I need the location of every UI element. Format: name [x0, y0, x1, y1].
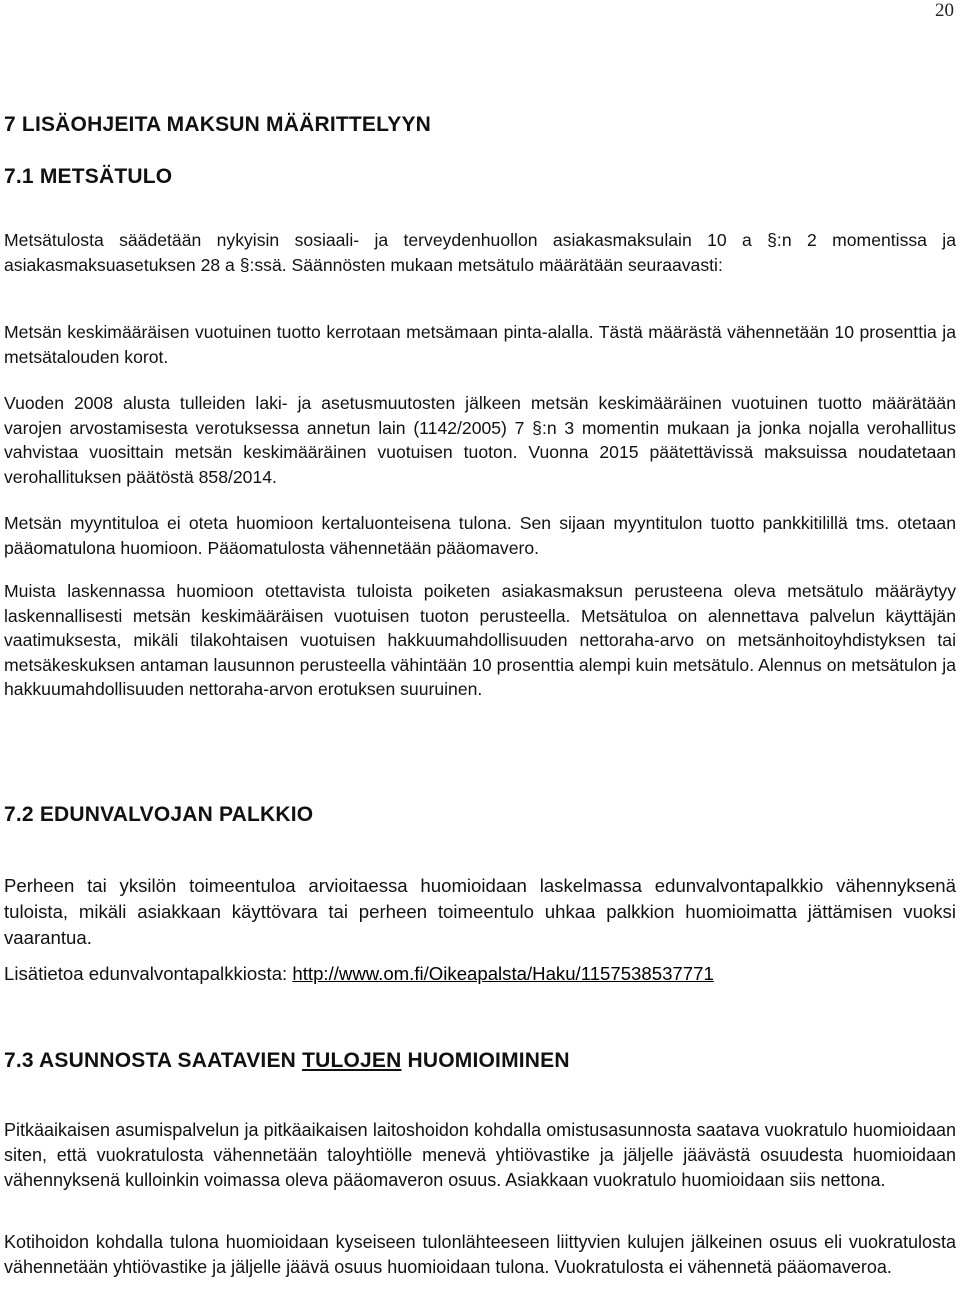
paragraph: Metsän keskimääräisen vuotuinen tuotto kerrotaan metsämaan pinta-alalla. Tästä määrästä vähennetään 10 prosenttia ja metsätalouden korot. — [4, 322, 956, 367]
paragraph: Pitkäaikaisen asumispalvelun ja pitkäaikaisen laitoshoidon kohdalla omistusasunnosta saatava vuokratulo huomioidaan siten, että vuokratulosta vähennetään taloyhtiölle menevä yhtiövastike ja jäljelle jäävästä osuudesta huomioidaan vähennyksenä kulloinkin voimassa oleva pääomaveron osuus. Asiakkaan vuokratulo huomioidaan siis nettona. — [4, 1120, 956, 1190]
section-heading-7-2: 7.2 EDUNVALVOJAN PALKKIO — [4, 803, 314, 826]
paragraph: Vuoden 2008 alusta tulleiden laki- ja asetusmuutosten jälkeen metsän keskimääräinen vuotuinen tuotto määrätään varojen arvostamisesta verotuksessa annetun lain (1142/2005) 7 §:n 3 momentin mukaan ja jonka nojalla verohallitus vahvistaa vuosittain metsän keskimääräinen vuotuisen tuoton. Vuonna 2015 päätettävissä maksuissa noudatetaan verohallituksen päätöstä 858/2014. — [4, 393, 956, 487]
heading-underlined-word: TULOJEN — [302, 1049, 402, 1072]
paragraph: Muista laskennassa huomioon otettavista tuloista poiketen asiakasmaksun perusteena oleva metsätulo määräytyy laskennallisesti metsän keskimääräisen vuotuisen tuoton perusteella. Metsätuloa on alennettava palvelun käyttäjän vaatimuksesta, mikäli tilakohtaisen vuotuisen hakkuumahdollisuuden nettoraha-arvo on metsänhoitoyhdistyksen tai metsäkeskuksen antaman lausunnon perusteella vähintään 10 prosenttia alempi kuin metsätulo. Alennus on metsätulon ja hakkuumahdollisuuden nettoraha-arvon erotuksen suuruinen. — [4, 581, 956, 699]
heading-part: HUOMIOIMINEN — [401, 1049, 570, 1072]
heading-part: 7.3 ASUNNOSTA SAATAVIEN — [4, 1049, 303, 1072]
page-number: 20 — [935, 0, 954, 21]
paragraph: Kotihoidon kohdalla tulona huomioidaan kyseiseen tulonlähteeseen liittyvien kulujen jälkeinen osuus eli vuokratulosta vähennetään yhtiövastike ja jäljelle jäävä osuus huomioidaan tulona. Vuokratulosta ei vähennetä pääomaveroa. — [4, 1232, 956, 1277]
section-heading-7-1: 7.1 METSÄTULO — [4, 165, 173, 188]
paragraph: Metsätulosta säädetään nykyisin sosiaali- ja terveydenhuollon asiakasmaksulain 10 a §:n 2 momentissa ja asiakasmaksuasetuksen 28 a §:ssä. Säännösten mukaan metsätulo määrätään seuraavasti: — [4, 230, 956, 275]
info-line — [4, 961, 956, 987]
paragraph: Metsän myyntituloa ei oteta huomioon kertaluonteisena tulona. Sen sijaan myyntitulon tuotto pankkitilillä tms. otetaan pääomatulona huomioon. Pääomatulosta vähennetään pääomavero. — [4, 513, 956, 558]
chapter-heading: 7 LISÄOHJEITA MAKSUN MÄÄRITTELYYN — [4, 113, 432, 136]
info-label: Lisätietoa edunvalvontapalkkiosta: — [4, 963, 293, 984]
paragraph: Perheen tai yksilön toimeentuloa arvioitaessa huomioidaan laskelmassa edunvalvontapalkkio vähennyksenä tuloista, mikäli asiakkaan käyttövara tai perheen toimeentulo uhkaa palkkion huomioimatta jättämisen vuoksi vaarantua. — [4, 875, 956, 948]
section-heading-7-3 — [4, 1049, 956, 1073]
info-link[interactable]: http://www.om.fi/Oikeapalsta/Haku/1157538537771 — [292, 963, 714, 984]
